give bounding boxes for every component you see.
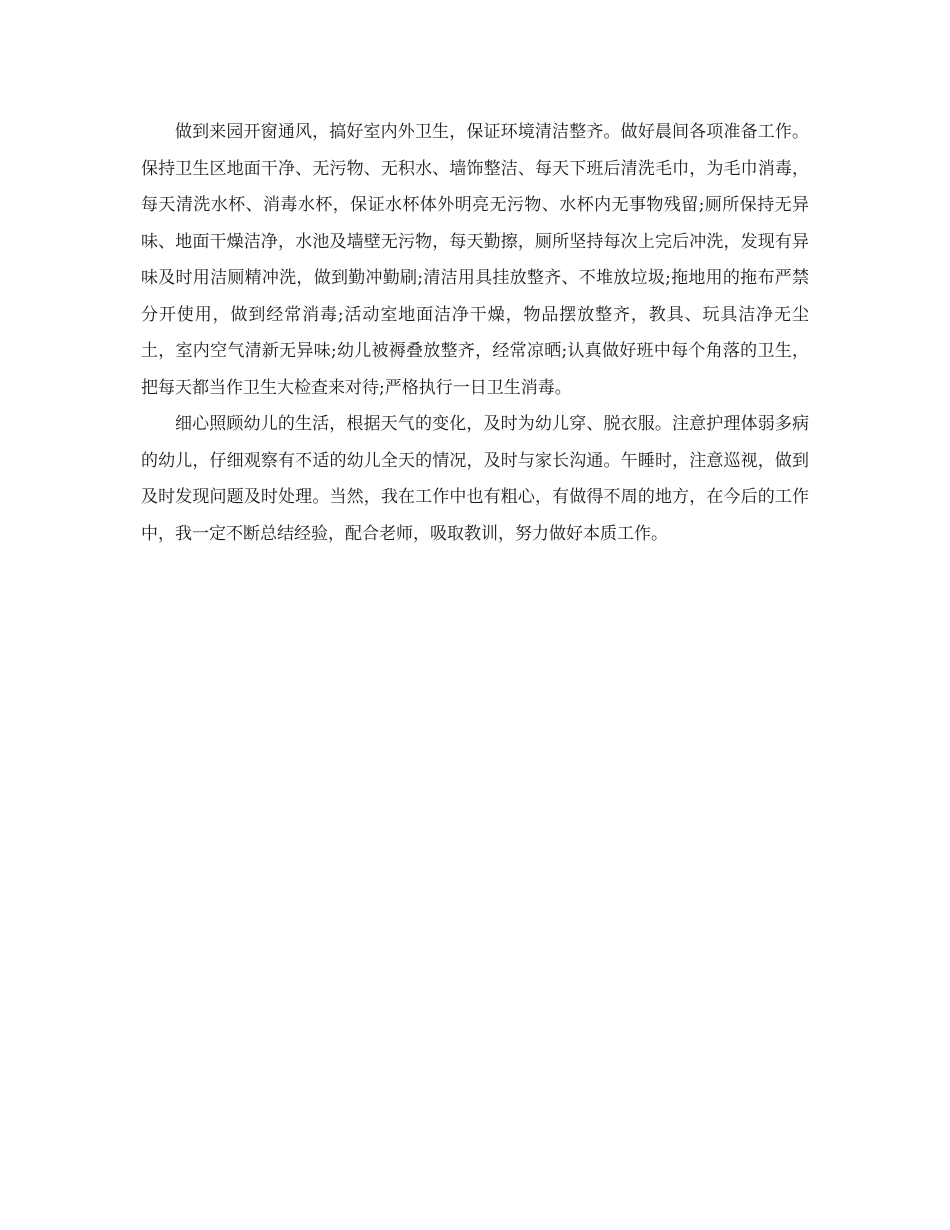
paragraph-2: 细心照顾幼儿的生活，根据天气的变化，及时为幼儿穿、脱衣服。注意护理体弱多病的幼儿，仔细观察有不适的幼儿全天的情况，及时与家长沟通。午睡时，注意巡视，做到及时发现问题及时处理。当然，我在工作中也有粗心，有做得不周的地方，在今后的工作中，我一定不断总结经验，配合老师，吸取教训，努力做好本质工作。 [141,414,809,544]
paragraph-1: 做到来园开窗通风，搞好室内外卫生，保证环境清洁整齐。做好晨间各项准备工作。保持卫生区地面干净、无污物、无积水、墙饰整洁、每天下班后清洗毛巾，为毛巾消毒，每天清洗水杯、消毒水杯，保证水杯体外明亮无污物、水杯内无事物残留;厕所保持无异味、地面干燥洁净，水池及墙壁无污物，每天勤擦，厕所坚持每次上完后冲洗，发现有异味及时用洁厕精冲洗，做到勤冲勤刷;清洁用具挂放整齐、不堆放垃圾;拖地用的拖布严禁分开使用，做到经常消毒;活动室地面洁净干燥，物品摆放整齐，教具、玩具洁净无尘土，室内空气清新无异味;幼儿被褥叠放整齐，经常凉晒;认真做好班中每个角落的卫生，把每天都当作卫生大检查来对待;严格执行一日卫生消毒。 [141,122,809,398]
document-body [141,114,809,552]
